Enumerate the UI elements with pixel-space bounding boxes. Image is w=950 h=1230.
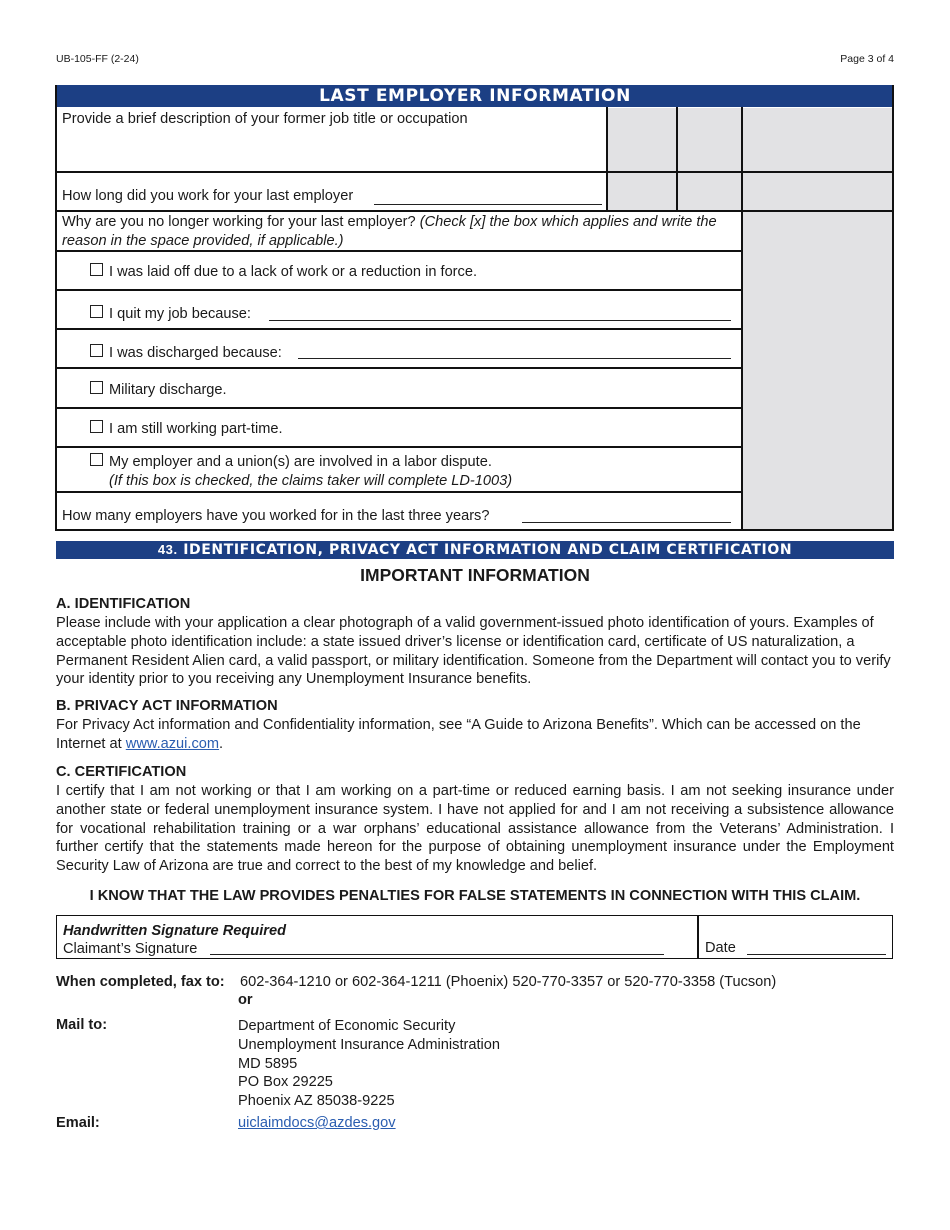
mail-line: Phoenix AZ 85038-9225 bbox=[238, 1093, 395, 1110]
section-43-number: 43. bbox=[157, 542, 178, 557]
row-divider bbox=[55, 210, 894, 212]
office-use-cell bbox=[608, 173, 676, 210]
claimant-signature-field[interactable] bbox=[210, 954, 664, 955]
office-use-cell bbox=[743, 173, 893, 210]
discharged-checkbox[interactable] bbox=[90, 344, 103, 357]
column-divider bbox=[606, 107, 608, 211]
identification-heading: A. IDENTIFICATION bbox=[56, 596, 191, 612]
row-divider bbox=[55, 328, 743, 330]
row-divider bbox=[55, 367, 743, 369]
office-use-cell bbox=[743, 108, 893, 171]
mail-address bbox=[238, 1017, 500, 1111]
identification-text: Please include with your application a clear photograph of a valid government-issued photo identification of yours. Examples of acceptable photo identification include: a state issued driver’s license or identification card, certificate of US naturalization, a Permanent Resident Alien card, a valid passport, or military identification. Someone from the Department will contact you to verify your identity prior to you receiving any Unemployment Insurance benefits. bbox=[56, 615, 891, 688]
job-title-prompt: Provide a brief description of your former job title or occupation bbox=[62, 111, 468, 127]
military-checkbox[interactable] bbox=[90, 381, 103, 394]
signature-divider bbox=[697, 916, 699, 959]
certification-heading: C. CERTIFICATION bbox=[56, 764, 187, 780]
signature-required-label: Handwritten Signature Required bbox=[63, 923, 286, 939]
mail-line: MD 5895 bbox=[238, 1055, 298, 1072]
why-instructions: (Check [x] the box which applies and write the reason in the space provided, if applicable.) bbox=[62, 214, 717, 249]
quit-reason-field[interactable] bbox=[269, 320, 731, 321]
page-number: Page 3 of 4 bbox=[840, 53, 894, 65]
why-question: Why are you no longer working for your last employer? bbox=[62, 214, 416, 230]
military-label: Military discharge. bbox=[109, 382, 227, 398]
fax-label: When completed, fax to: bbox=[56, 974, 225, 990]
discharged-label: I was discharged because: bbox=[109, 345, 282, 361]
penalty-statement: I KNOW THAT THE LAW PROVIDES PENALTIES FOR FALSE STATEMENTS IN CONNECTION WITH THIS CLAIM. bbox=[89, 888, 861, 904]
employers-count-field[interactable] bbox=[522, 522, 731, 523]
or-label: or bbox=[238, 992, 253, 1008]
quit-checkbox[interactable] bbox=[90, 305, 103, 318]
email-label: Email: bbox=[56, 1115, 100, 1131]
table-border bbox=[55, 529, 894, 531]
labor-dispute-label: My employer and a union(s) are involved in a labor dispute. bbox=[109, 454, 492, 470]
employers-count-prompt: How many employers have you worked for in the last three years? bbox=[62, 508, 490, 524]
privacy-act-text bbox=[56, 716, 894, 754]
labor-dispute-checkbox[interactable] bbox=[90, 453, 103, 466]
section-43-title-bar bbox=[56, 541, 894, 559]
privacy-act-text-body: For Privacy Act information and Confidentiality information, see “A Guide to Arizona Benefits”. Which can be accessed on the Internet at bbox=[56, 717, 861, 752]
table-border bbox=[892, 85, 894, 531]
privacy-act-period: . bbox=[219, 735, 224, 752]
discharged-reason-field[interactable] bbox=[298, 358, 731, 359]
quit-label: I quit my job because: bbox=[109, 306, 251, 322]
row-divider bbox=[55, 289, 743, 291]
laid-off-label: I was laid off due to a lack of work or a reduction in force. bbox=[109, 264, 478, 280]
mail-line: Unemployment Insurance Administration bbox=[238, 1036, 501, 1053]
office-use-cell bbox=[743, 212, 893, 530]
part-time-label: I am still working part-time. bbox=[109, 421, 283, 437]
office-use-cell bbox=[678, 173, 741, 210]
row-divider bbox=[55, 491, 743, 493]
office-use-cell bbox=[608, 108, 676, 171]
fax-numbers: 602-364-1210 or 602-364-1211 (Phoenix) 520-770-3357 or 520-770-3358 (Tucson) bbox=[240, 974, 777, 990]
section-43-title: IDENTIFICATION, PRIVACY ACT INFORMATION AND CLAIM CERTIFICATION bbox=[183, 542, 793, 558]
how-long-field[interactable] bbox=[374, 204, 602, 205]
last-employer-title: LAST EMPLOYER INFORMATION bbox=[56, 85, 894, 107]
how-long-prompt: How long did you work for your last employer bbox=[62, 188, 354, 204]
laid-off-checkbox[interactable] bbox=[90, 263, 103, 276]
row-divider bbox=[55, 407, 743, 409]
date-label: Date bbox=[705, 940, 736, 956]
part-time-checkbox[interactable] bbox=[90, 420, 103, 433]
certification-text: I certify that I am not working or that I am working on a part-time or reduced earning basis. I am not seeking insurance under another state or federal unemployment insurance system. I have not applied for and I am not receiving a subsistence allowance for vocational rehabilitation training or a war orphans’ educational assistance allowance from the Veterans’ Administration. I further certify that the statements made hereon for the purpose of obtaining unemployment insurance under the Employment Security Law of Arizona are true and correct to the best of my knowledge and belief. bbox=[56, 783, 894, 875]
mail-line: PO Box 29225 bbox=[238, 1074, 333, 1091]
azui-link[interactable]: www.azui.com bbox=[125, 735, 220, 752]
column-divider bbox=[676, 107, 678, 211]
labor-dispute-note: (If this box is checked, the claims taker will complete LD-1003) bbox=[109, 473, 513, 489]
table-border bbox=[55, 85, 57, 531]
office-use-cell bbox=[678, 108, 741, 171]
why-prompt bbox=[62, 213, 738, 251]
privacy-act-heading: B. PRIVACY ACT INFORMATION bbox=[56, 698, 278, 714]
date-field[interactable] bbox=[747, 954, 886, 955]
row-divider bbox=[55, 171, 894, 173]
row-divider bbox=[55, 446, 743, 448]
mail-label: Mail to: bbox=[56, 1017, 108, 1033]
claimant-signature-label: Claimant’s Signature bbox=[63, 941, 198, 957]
mail-line: Department of Economic Security bbox=[238, 1018, 456, 1034]
email-link[interactable]: uiclaimdocs@azdes.gov bbox=[238, 1115, 396, 1131]
column-divider bbox=[741, 107, 743, 530]
form-id: UB-105-FF (2-24) bbox=[56, 53, 139, 65]
important-information-heading: IMPORTANT INFORMATION bbox=[360, 565, 590, 585]
